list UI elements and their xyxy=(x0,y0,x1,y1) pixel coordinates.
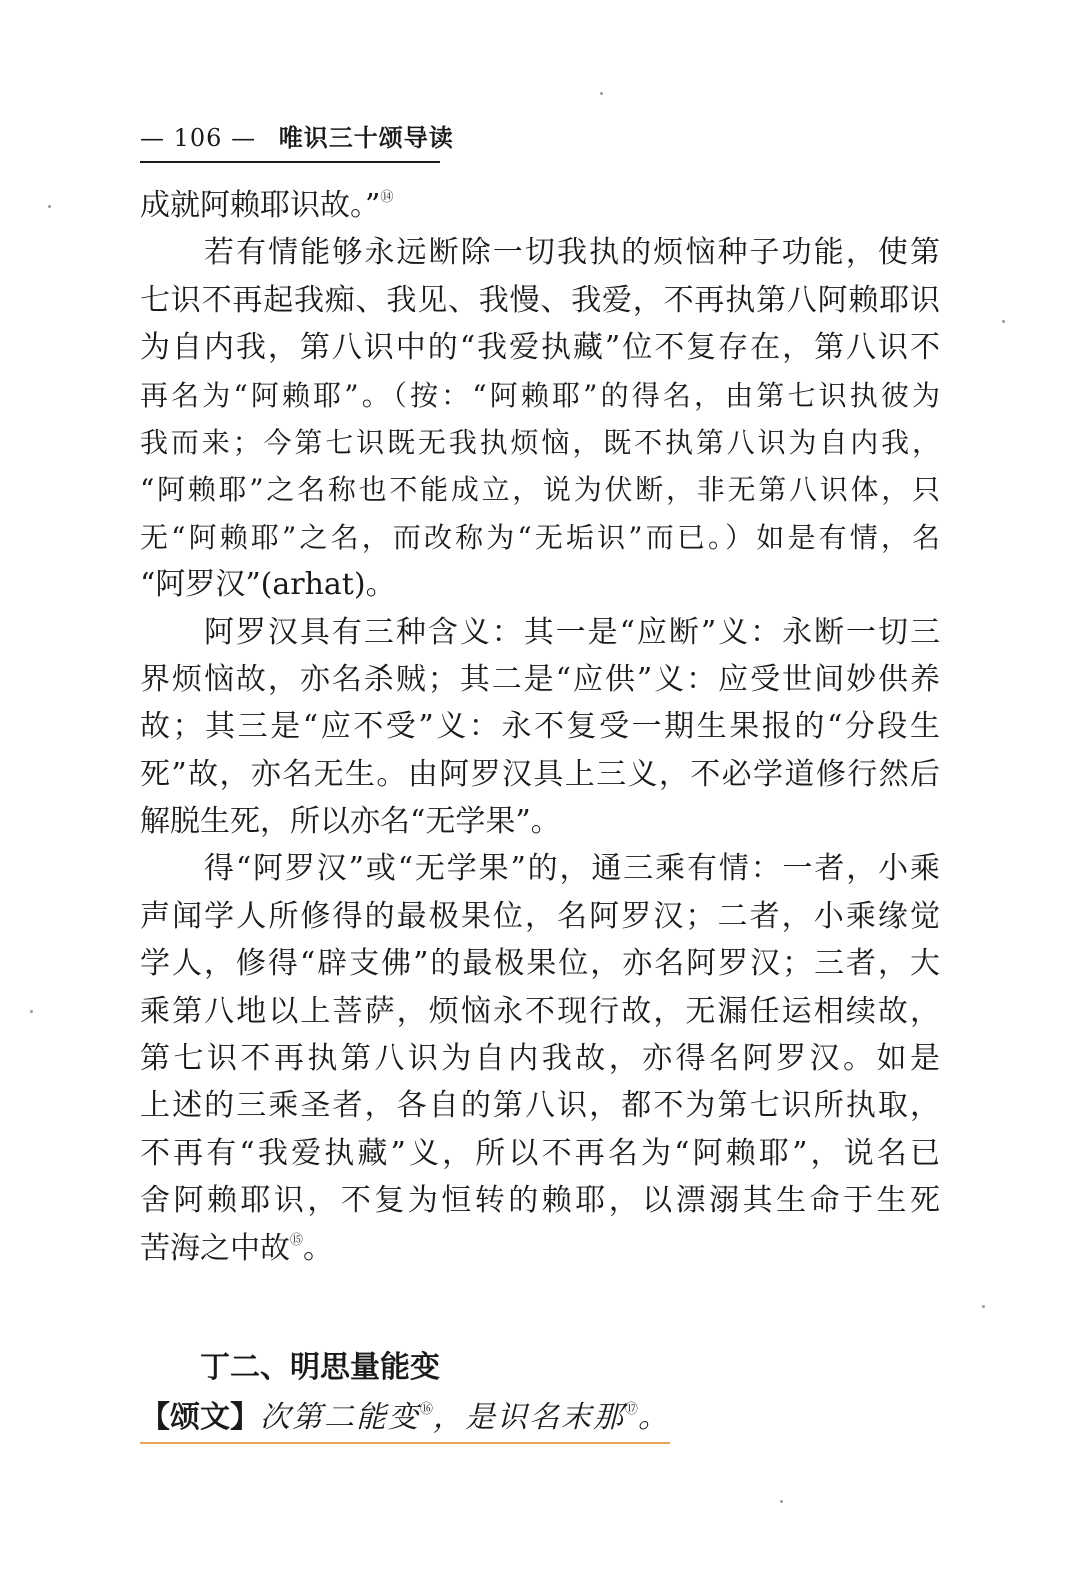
line-text: 得“阿罗汉”或“无学果”的，通三乘有情：一者，小乘 xyxy=(204,851,940,887)
footnote-mark: ⑮ xyxy=(290,1232,304,1248)
body-text xyxy=(140,182,940,1272)
paper-speck xyxy=(1002,320,1005,323)
verse-text-1: 次第二能变 xyxy=(260,1400,420,1435)
verse-tag: 【颂文】 xyxy=(140,1400,260,1435)
footnote-mark: ⑭ xyxy=(380,190,394,205)
line-text: 苦海之中故 xyxy=(140,1230,290,1266)
line-tail: 。 xyxy=(303,1230,334,1266)
verse-text-2: ，是识名末那 xyxy=(433,1400,626,1435)
text-line xyxy=(140,703,940,750)
verse-text-end: 。 xyxy=(638,1400,671,1435)
line-text: 故；其三是“应不受”义：永不复受一期生果报的“分段生 xyxy=(140,709,940,745)
line-text: 学人，修得“辟支佛”的最极果位，亦名阿罗汉；三者，大 xyxy=(140,946,940,982)
line-text: “阿赖耶”之名称也不能成立，说为伏断，非无第八识体，只 xyxy=(140,473,940,507)
line-text: 若有情能够永远断除一切我执的烦恼种子功能，使第 xyxy=(204,235,940,271)
text-line xyxy=(140,561,940,608)
paper-speck xyxy=(600,92,603,95)
text-line xyxy=(140,1177,940,1224)
line-text: 为自内我，第八识中的“我爱执藏”位不复存在，第八识不 xyxy=(140,330,940,366)
text-line xyxy=(140,1225,940,1272)
text-line xyxy=(140,893,940,940)
text-line xyxy=(140,324,940,371)
paper-speck xyxy=(982,1305,985,1308)
page-number: — 106 — xyxy=(140,124,257,152)
verse-line xyxy=(140,1392,670,1444)
section-heading: 丁二、明思量能变 xyxy=(200,1350,440,1385)
line-text: “阿罗汉”(arhat)。 xyxy=(140,567,396,603)
page-header xyxy=(140,118,454,163)
line-text: 七识不再起我痴、我见、我慢、我爱，不再执第八阿赖耶识 xyxy=(140,282,940,318)
text-line xyxy=(140,1035,940,1082)
line-text: 阿罗汉具有三种含义：其一是“应断”义：永断一切三 xyxy=(204,614,940,650)
footnote-mark: ⑰ xyxy=(625,1402,639,1417)
line-text: 死”故，亦名无生。由阿罗汉具上三义，不必学道修行然后 xyxy=(140,756,940,792)
text-line xyxy=(140,514,940,561)
line-text: 我而来；今第七识既无我执烦恼，既不执第八识为自内我， xyxy=(140,425,940,459)
text-line xyxy=(140,609,940,656)
text-line xyxy=(140,182,940,229)
text-line xyxy=(140,988,940,1035)
text-line xyxy=(140,751,940,798)
paper-speck xyxy=(48,205,51,208)
paper-speck xyxy=(30,1010,33,1013)
text-line xyxy=(140,1130,940,1177)
footnote-mark: ⑯ xyxy=(420,1402,434,1417)
text-line xyxy=(140,372,940,419)
line-text: 舍阿赖耶识，不复为恒转的赖耶，以漂溺其生命于生死 xyxy=(140,1183,940,1219)
text-line xyxy=(140,940,940,987)
text-line xyxy=(140,798,940,845)
line-text: 界烦恼故，亦名杀贼；其二是“应供”义：应受世间妙供养 xyxy=(140,661,940,697)
line-text: 无“阿赖耶”之名，而改称为“无垢识”而已。）如是有情，名 xyxy=(140,520,940,554)
book-title: 唯识三十颂导读 xyxy=(278,123,454,152)
line-text: 声闻学人所修得的最极果位，名阿罗汉；二者，小乘缘觉 xyxy=(140,898,940,934)
line-text: 不再有“我爱执藏”义，所以不再名为“阿赖耶”，说名已 xyxy=(140,1135,940,1171)
line-text: 上述的三乘圣者，各自的第八识，都不为第七识所执取， xyxy=(140,1088,940,1124)
text-line xyxy=(140,229,940,276)
paper-speck xyxy=(780,1500,783,1503)
text-line xyxy=(140,419,940,466)
line-text: 成就阿赖耶识故。” xyxy=(140,188,381,223)
text-line xyxy=(140,466,940,513)
line-text: 解脱生死，所以亦名“无学果”。 xyxy=(140,804,561,840)
line-text: 乘第八地以上菩萨，烦恼永不现行故，无漏任运相续故， xyxy=(140,993,940,1029)
text-line xyxy=(140,277,940,324)
text-line xyxy=(140,845,940,892)
line-text: 第七识不再执第八识为自内我故，亦得名阿罗汉。如是 xyxy=(140,1041,940,1077)
text-line xyxy=(140,656,940,703)
line-text: 再名为“阿赖耶”。（按：“阿赖耶”的得名，由第七识执彼为 xyxy=(140,378,940,412)
text-line xyxy=(140,1082,940,1129)
